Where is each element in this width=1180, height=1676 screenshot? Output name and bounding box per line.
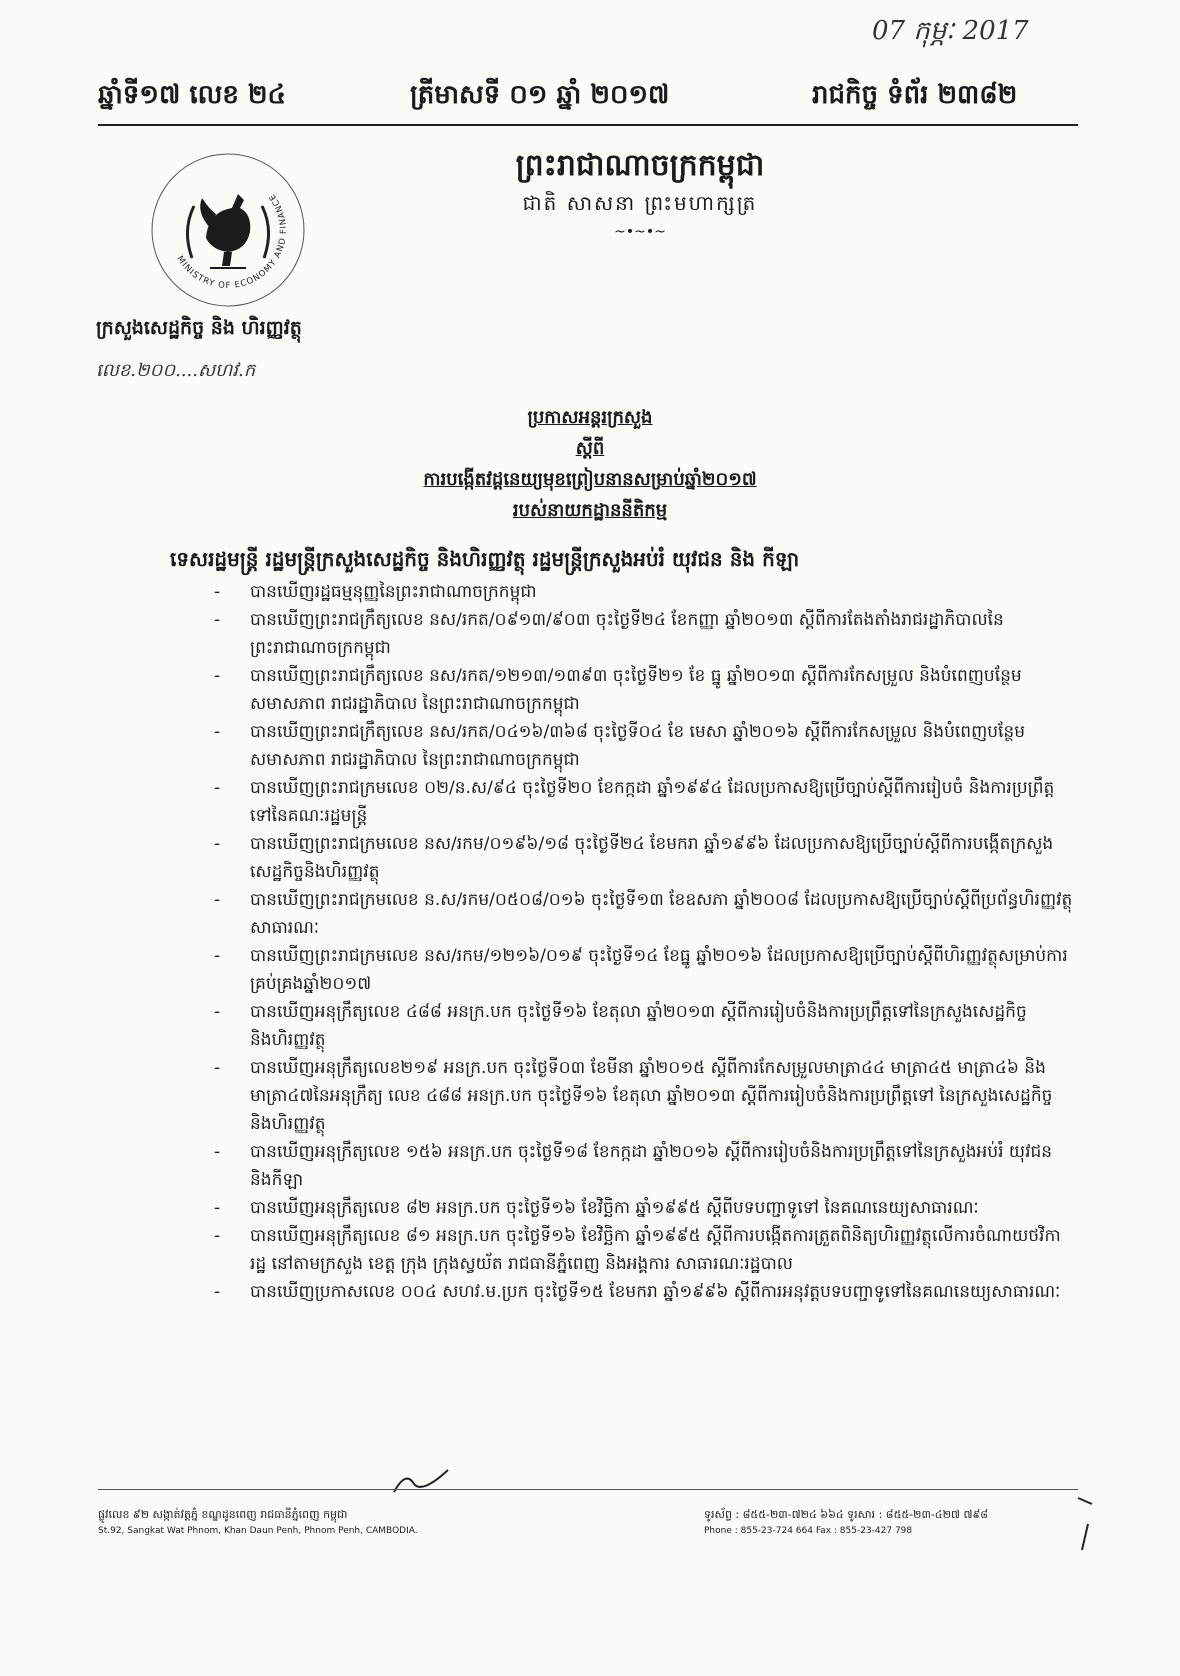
address-khmer: ផ្លូវលេខ ៩២ សង្កាត់វត្តភ្នំ ខណ្ឌដូនពេញ រាជធានីភ្នំពេញ កម្ពុជា: [98, 1508, 348, 1521]
svg-text:MINISTRY OF ECONOMY AND FINANC: MINISTRY OF ECONOMY AND FINANCE: [174, 191, 290, 292]
footer-address: [98, 1506, 418, 1540]
citation-item: - បានឃើញអនុក្រឹត្យលេខ ៨១ អនក្រ.បក ចុះថ្ងៃទី១៦ ខែវិច្ឆិកា ឆ្នាំ១៩៩៥ ស្តីពីការបង្កើតការត្រួតពិនិត្យហិរញ្ញវត្ថុលើការចំណាយថវិការដ្ឋ នៅតាមក្រសួង ខេត្ត ក្រុង ក្រុងស្វយ័ត រាជធានីភ្នំពេញ និងអង្គការ សាធារណៈរដ្ឋបាល: [214, 1226, 1061, 1274]
footer-rule: [98, 1489, 1078, 1490]
kingdom-title: ព្រះរាជាណាចក្រកម្ពុជា: [515, 148, 765, 183]
citation-text: បានឃើញព្រះរាជក្រមលេខ នស/រកម/០១៩៦/១៨ ចុះថ្ងៃទី២៤ ខែមករា ឆ្នាំ១៩៩៦ ដែលប្រកាសឱ្យប្រើច្បាប់ស្តីពីការបង្កើតក្រសួងសេដ្ឋកិច្ចនិងហិរញ្ញវត្ថុ: [250, 834, 1054, 882]
citation-item: - បានឃើញព្រះរាជក្រឹត្យលេខ នស/រកត/០៩១៣/៩០៣ ចុះថ្ងៃទី២៤ ខែកញ្ញា ឆ្នាំ២០១៣ ស្តីពីការតែងតាំងរាជរដ្ឋាភិបាលនៃព្រះរាជាណាចក្រកម្ពុជា: [214, 610, 1004, 658]
reference-number: លេខ.២០០....សហវ.ក: [96, 360, 256, 381]
gazette-period: ត្រីមាសទី ០១ ឆ្នាំ ២០១៧: [410, 80, 670, 110]
citation-text: បានឃើញព្រះរាជក្រឹត្យលេខ នស/រកត/១២១៣/១៣៩៣ ចុះថ្ងៃទី២១ ខែ ធ្នូ ឆ្នាំ២០១៣ ស្តីពីការកែសម្រួល និងបំពេញបន្ថែម សមាសភាព រាជរដ្ឋាភិបាល នៃព្រះរាជាណាចក្រកម្ពុជា: [250, 666, 1022, 714]
citation-text: បានឃើញរដ្ឋធម្មនុញ្ញនៃព្រះរាជាណាចក្រកម្ពុជា: [250, 582, 537, 602]
rooster-emblem-icon: [148, 150, 308, 310]
handwritten-date: 07 កុម្ភៈ 2017: [872, 16, 1029, 46]
contact-english: Phone : 855-23-724 664 Fax : 855-23-427 798: [704, 1526, 913, 1536]
citation-item: - បានឃើញព្រះរាជក្រឹត្យលេខ នស/រកត/០៤១៦/៣៦៨ ចុះថ្ងៃទី០៤ ខែ មេសា ឆ្នាំ២០១៦ ស្តីពីការកែសម្រួល និងបំពេញបន្ថែម សមាសភាព រាជរដ្ឋាភិបាល នៃព្រះរាជាណាចក្រកម្ពុជា: [214, 722, 1026, 770]
ministry-seal: [148, 150, 308, 310]
title-line: ការបង្កើតវដ្តនេយ្យមុខព្រៀបនានសម្រាប់ឆ្នាំ២០១៧: [423, 469, 757, 490]
citations-list: [214, 578, 1074, 1306]
title-line: ស្តីពី: [575, 438, 605, 459]
citation-text: បានឃើញអនុក្រឹត្យលេខ ៨២ អនក្រ.បក ចុះថ្ងៃទី១៦ ខែវិច្ឆិកា ឆ្នាំ១៩៩៥ ស្តីពីបទបញ្ជាទូទៅ នៃគណនេយ្យសាធារណៈ: [250, 1198, 979, 1218]
title-line: របស់នាយកដ្ឋាននីតិកម្ម: [512, 500, 668, 521]
citation-item: - បានឃើញអនុក្រឹត្យលេខ ៤៨៨ អនក្រ.បក ចុះថ្ងៃទី១៦ ខែតុលា ឆ្នាំ២០១៣ ស្តីពីការរៀបចំនិងការប្រព្រឹត្តទៅនៃក្រសួងសេដ្ឋកិច្ចនិងហិរញ្ញវត្ថុ: [214, 1002, 1027, 1050]
citation-item: - បានឃើញព្រះរាជក្រមលេខ នស/រកម/១២១៦/០១៩ ចុះថ្ងៃទី១៤ ខែធ្នូ ឆ្នាំ២០១៦ ដែលប្រកាសឱ្យប្រើច្បាប់ស្តីពីហិរញ្ញវត្ថុសម្រាប់ការគ្រប់គ្រងឆ្នាំ២០១៧: [214, 946, 1068, 994]
gazette-issue: ឆ្នាំទី១៧ លេខ ២៤: [98, 80, 286, 110]
citation-text: បានឃើញព្រះរាជក្រឹត្យលេខ នស/រកត/០៩១៣/៩០៣ ចុះថ្ងៃទី២៤ ខែកញ្ញា ឆ្នាំ២០១៣ ស្តីពីការតែងតាំងរាជរដ្ឋាភិបាលនៃព្រះរាជាណាចក្រកម្ពុជា: [250, 610, 1004, 658]
national-motto: ជាតិ សាសនា ព្រះមហាក្សត្រ: [522, 191, 758, 215]
citation-item: - បានឃើញព្រះរាជក្រមលេខ ០២/ន.ស/៩៤ ចុះថ្ងៃទី២០ ខែកក្កដា ឆ្នាំ១៩៩៤ ដែលប្រកាសឱ្យប្រើច្បាប់ស្តីពីការរៀបចំ និងការប្រព្រឹត្តទៅនៃគណៈរដ្ឋមន្ត្រី: [214, 778, 1055, 826]
citation-text: បានឃើញព្រះរាជក្រឹត្យលេខ នស/រកត/០៤១៦/៣៦៨ ចុះថ្ងៃទី០៤ ខែ មេសា ឆ្នាំ២០១៦ ស្តីពីការកែសម្រួល និងបំពេញបន្ថែម សមាសភាព រាជរដ្ឋាភិបាល នៃព្រះរាជាណាចក្រកម្ពុជា: [250, 722, 1026, 770]
citation-item: - បានឃើញអនុក្រឹត្យលេខ ៨២ អនក្រ.បក ចុះថ្ងៃទី១៦ ខែវិច្ឆិកា ឆ្នាំ១៩៩៥ ស្តីពីបទបញ្ជាទូទៅ នៃគណនេយ្យសាធារណៈ: [214, 1198, 979, 1218]
citation-text: បានឃើញអនុក្រឹត្យលេខ២១៩ អនក្រ.បក ចុះថ្ងៃទី០៣ ខែមីនា ឆ្នាំ២០១៥ ស្តីពីការកែសម្រួលមាត្រា៤៤ មាត្រា៤៥ មាត្រា៤៦ និងមាត្រា៤៧នៃអនុក្រឹត្យ លេខ ៤៨៨ អនក្រ.បក ចុះថ្ងៃទី១៦ ខែតុលា ឆ្នាំ២០១៣ ស្តីពីការរៀបចំនិងការប្រព្រឹត្តទៅ នៃក្រសួងសេដ្ឋកិច្ច និងហិរញ្ញវត្ថុ: [250, 1058, 1053, 1134]
title-line: ប្រកាសអន្តរក្រសួង: [527, 407, 653, 428]
ornament-divider: ~•~•~: [614, 224, 666, 240]
header-rule: [98, 124, 1078, 126]
citation-item: - បានឃើញព្រះរាជក្រមលេខ ន.ស/រកម/០៥០៨/០១៦ ចុះថ្ងៃទី១៣ ខែឧសភា ឆ្នាំ២០០៨ ដែលប្រកាសឱ្យប្រើច្បាប់ស្តីពីប្រព័ន្ធហិរញ្ញវត្ថុសាធារណៈ: [214, 890, 1073, 938]
citation-item: - បានឃើញអនុក្រឹត្យលេខ២១៩ អនក្រ.បក ចុះថ្ងៃទី០៣ ខែមីនា ឆ្នាំ២០១៥ ស្តីពីការកែសម្រួលមាត្រា៤៤ មាត្រា៤៥ មាត្រា៤៦ និងមាត្រា៤៧នៃអនុក្រឹត្យ លេខ ៤៨៨ អនក្រ.បក ចុះថ្ងៃទី១៦ ខែតុលា ឆ្នាំ២០១៣ ស្តីពីការរៀបចំនិងការប្រព្រឹត្តទៅ នៃក្រសួងសេដ្ឋកិច្ច និងហិរញ្ញវត្ថុ: [214, 1058, 1053, 1134]
citation-text: បានឃើញអនុក្រឹត្យលេខ ១៥៦ អនក្រ.បក ចុះថ្ងៃទី១៨ ខែកក្កដា ឆ្នាំ២០១៦ ស្តីពីការរៀបចំនិងការប្រព្រឹត្តទៅនៃក្រសួងអប់រំ យុវជន និងកីឡា: [250, 1142, 1053, 1190]
ministry-name: ក្រសួងសេដ្ឋកិច្ច និង ហិរញ្ញវត្ថុ: [96, 317, 302, 339]
handwritten-mark-icon: [392, 1466, 452, 1496]
decree-title: [300, 402, 880, 526]
citation-item: - បានឃើញអនុក្រឹត្យលេខ ១៥៦ អនក្រ.បក ចុះថ្ងៃទី១៨ ខែកក្កដា ឆ្នាំ២០១៦ ស្តីពីការរៀបចំនិងការប្រព្រឹត្តទៅនៃក្រសួងអប់រំ យុវជន និងកីឡា: [214, 1142, 1053, 1190]
addressee-line: ទេសរដ្ឋមន្ត្រី រដ្ឋមន្ត្រីក្រសួងសេដ្ឋកិច្ច និងហិរញ្ញវត្ថុ រដ្ឋមន្ត្រីក្រសួងអប់រំ យុវជន និង កីឡា: [170, 547, 800, 571]
margin-tick-icon: [1072, 1494, 1102, 1554]
citation-text: បានឃើញព្រះរាជក្រមលេខ នស/រកម/១២១៦/០១៩ ចុះថ្ងៃទី១៤ ខែធ្នូ ឆ្នាំ២០១៦ ដែលប្រកាសឱ្យប្រើច្បាប់ស្តីពីហិរញ្ញវត្ថុសម្រាប់ការគ្រប់គ្រងឆ្នាំ២០១៧: [250, 946, 1068, 994]
gazette-header: [0, 78, 1180, 128]
citation-item: - បានឃើញប្រកាសលេខ ០០៤ សហវ.ម.ប្រក ចុះថ្ងៃទី១៥ ខែមករា ឆ្នាំ១៩៩៦ ស្តីពីការអនុវត្តបទបញ្ជាទូទៅនៃគណនេយ្យសាធារណៈ: [214, 1282, 1061, 1302]
citation-item: - បានឃើញរដ្ឋធម្មនុញ្ញនៃព្រះរាជាណាចក្រកម្ពុជា: [214, 582, 537, 602]
footer-contact: [704, 1506, 988, 1540]
citation-item: - បានឃើញព្រះរាជក្រមលេខ នស/រកម/០១៩៦/១៨ ចុះថ្ងៃទី២៤ ខែមករា ឆ្នាំ១៩៩៦ ដែលប្រកាសឱ្យប្រើច្បាប់ស្តីពីការបង្កើតក្រសួងសេដ្ឋកិច្ចនិងហិរញ្ញវត្ថុ: [214, 834, 1054, 882]
address-english: St.92, Sangkat Wat Phnom, Khan Daun Penh, Phnom Penh, CAMBODIA.: [98, 1526, 418, 1536]
contact-khmer: ទូរស័ព្ទ : ៨៥៥-២៣-៧២៤ ៦៦៤ ទូរសារ : ៨៥៥-២៣-៤២៧ ៧៩៨: [704, 1508, 989, 1521]
citation-text: បានឃើញព្រះរាជក្រមលេខ ០២/ន.ស/៩៤ ចុះថ្ងៃទី២០ ខែកក្កដា ឆ្នាំ១៩៩៤ ដែលប្រកាសឱ្យប្រើច្បាប់ស្តីពីការរៀបចំ និងការប្រព្រឹត្តទៅនៃគណៈរដ្ឋមន្ត្រី: [250, 778, 1055, 826]
citation-text: បានឃើញព្រះរាជក្រមលេខ ន.ស/រកម/០៥០៨/០១៦ ចុះថ្ងៃទី១៣ ខែឧសភា ឆ្នាំ២០០៨ ដែលប្រកាសឱ្យប្រើច្បាប់ស្តីពីប្រព័ន្ធហិរញ្ញវត្ថុសាធារណៈ: [250, 890, 1073, 938]
gazette-page: រាជកិច្ច ទំព័រ ២៣៨២: [812, 80, 1018, 110]
citation-item: - បានឃើញព្រះរាជក្រឹត្យលេខ នស/រកត/១២១៣/១៣៩៣ ចុះថ្ងៃទី២១ ខែ ធ្នូ ឆ្នាំ២០១៣ ស្តីពីការកែសម្រួល និងបំពេញបន្ថែម សមាសភាព រាជរដ្ឋាភិបាល នៃព្រះរាជាណាចក្រកម្ពុជា: [214, 666, 1022, 714]
citation-text: បានឃើញប្រកាសលេខ ០០៤ សហវ.ម.ប្រក ចុះថ្ងៃទី១៥ ខែមករា ឆ្នាំ១៩៩៦ ស្តីពីការអនុវត្តបទបញ្ជាទូទៅនៃគណនេយ្យសាធារណៈ: [250, 1282, 1061, 1302]
citation-text: បានឃើញអនុក្រឹត្យលេខ ៨១ អនក្រ.បក ចុះថ្ងៃទី១៦ ខែវិច្ឆិកា ឆ្នាំ១៩៩៥ ស្តីពីការបង្កើតការត្រួតពិនិត្យហិរញ្ញវត្ថុលើការចំណាយថវិការដ្ឋ នៅតាមក្រសួង ខេត្ត ក្រុង ក្រុងស្វយ័ត រាជធានីភ្នំពេញ និងអង្គការ សាធារណៈរដ្ឋបាល: [250, 1226, 1061, 1274]
citation-text: បានឃើញអនុក្រឹត្យលេខ ៤៨៨ អនក្រ.បក ចុះថ្ងៃទី១៦ ខែតុលា ឆ្នាំ២០១៣ ស្តីពីការរៀបចំនិងការប្រព្រឹត្តទៅនៃក្រសួងសេដ្ឋកិច្ចនិងហិរញ្ញវត្ថុ: [250, 1002, 1027, 1050]
